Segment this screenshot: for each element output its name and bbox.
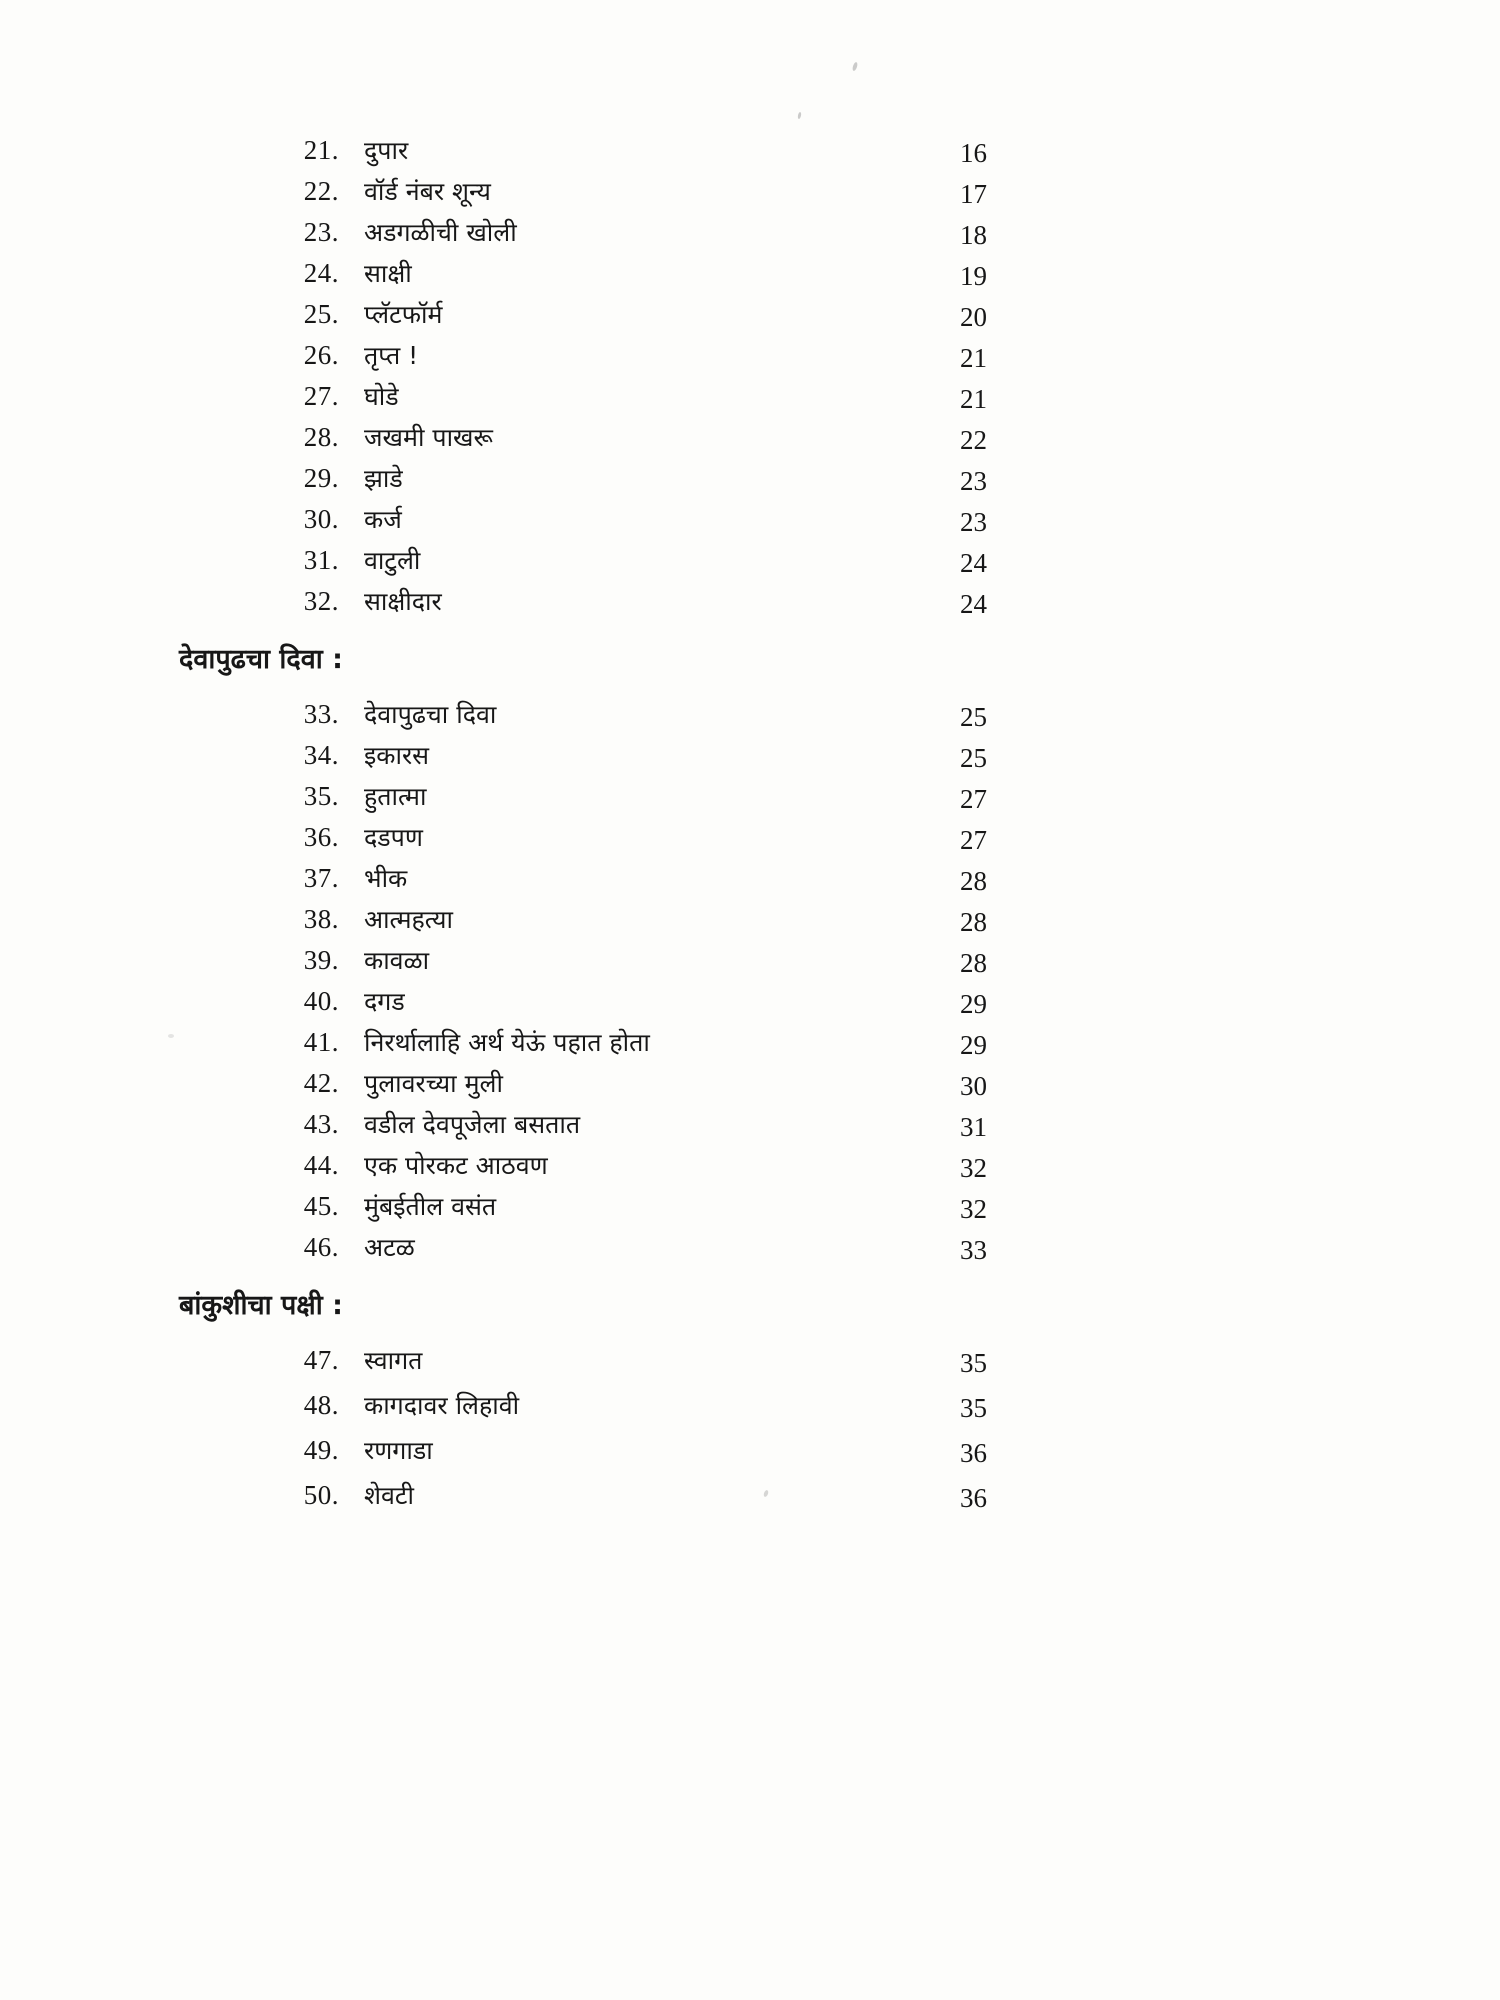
toc-entry [297, 174, 987, 215]
entry-title: शेवटी [364, 1481, 414, 1510]
entry-number: 24. [303, 258, 339, 288]
entry-page-number: 21 [960, 343, 987, 373]
entry-title: भीक [364, 864, 408, 893]
entry-page-number: 24 [960, 548, 987, 578]
entry-page-number: 28 [960, 948, 987, 978]
scan-speck [852, 62, 859, 72]
entry-page-number: 28 [960, 866, 987, 896]
entry-title: प्लॅटफॉर्म [364, 300, 443, 329]
entry-number: 31. [303, 545, 339, 575]
toc-entry [297, 1189, 987, 1230]
entry-title: एक पोरकट आठवण [364, 1151, 548, 1180]
entry-title: निरर्थालाहि अर्थ येऊं पहात होता [364, 1028, 650, 1057]
scan-speck [168, 1034, 174, 1038]
toc-entry [297, 1230, 987, 1271]
entry-number: 37. [303, 863, 339, 893]
table-of-contents [179, 133, 987, 1523]
toc-section-2-entries [297, 697, 987, 1271]
entry-title: अडगळीची खोली [364, 218, 517, 247]
entry-page-number: 36 [960, 1483, 987, 1513]
entry-title: मुंबईतील वसंत [364, 1192, 497, 1221]
entry-title: दुपार [364, 136, 409, 165]
entry-title: हुतात्मा [364, 782, 427, 811]
entry-title: दडपण [364, 823, 423, 852]
toc-entry [297, 902, 987, 943]
toc-entry [297, 1148, 987, 1189]
toc-entry [297, 1025, 987, 1066]
toc-entry [297, 1433, 987, 1478]
entry-title: वॉर्ड नंबर शून्य [364, 177, 491, 206]
entry-page-number: 33 [960, 1235, 987, 1265]
entry-number: 49. [303, 1435, 339, 1465]
entry-page-number: 28 [960, 907, 987, 937]
entry-page-number: 25 [960, 702, 987, 732]
toc-entry [297, 584, 987, 625]
toc-entry [297, 133, 987, 174]
entry-page-number: 20 [960, 302, 987, 332]
entry-page-number: 35 [960, 1348, 987, 1378]
toc-entry [297, 1388, 987, 1433]
entry-title: साक्षीदार [364, 587, 442, 616]
entry-number: 26. [303, 340, 339, 370]
entry-title: वडील देवपूजेला बसतात [364, 1110, 581, 1139]
toc-entry [297, 502, 987, 543]
toc-entry [297, 943, 987, 984]
entry-title: अटळ [364, 1233, 415, 1262]
entry-page-number: 24 [960, 589, 987, 619]
entry-title: घोडे [364, 382, 399, 411]
entry-number: 47. [303, 1345, 339, 1375]
entry-number: 39. [303, 945, 339, 975]
toc-entry [297, 1107, 987, 1148]
toc-entry [297, 738, 987, 779]
entry-page-number: 29 [960, 989, 987, 1019]
entry-title: वाटुली [364, 546, 421, 575]
toc-entry [297, 543, 987, 584]
entry-number: 41. [303, 1027, 339, 1057]
entry-page-number: 29 [960, 1030, 987, 1060]
toc-entry [297, 1343, 987, 1388]
entry-page-number: 27 [960, 825, 987, 855]
entry-number: 36. [303, 822, 339, 852]
entry-title: पुलावरच्या मुली [364, 1069, 503, 1098]
toc-entry [297, 697, 987, 738]
entry-page-number: 21 [960, 384, 987, 414]
entry-page-number: 22 [960, 425, 987, 455]
entry-number: 34. [303, 740, 339, 770]
entry-title: दगड [364, 987, 405, 1016]
entry-page-number: 19 [960, 261, 987, 291]
entry-number: 35. [303, 781, 339, 811]
toc-entry [297, 338, 987, 379]
entry-page-number: 36 [960, 1438, 987, 1468]
entry-page-number: 23 [960, 466, 987, 496]
entry-number: 43. [303, 1109, 339, 1139]
toc-entry [297, 1066, 987, 1107]
entry-number: 22. [303, 176, 339, 206]
entry-title: इकारस [364, 741, 430, 770]
entry-title: देवापुढचा दिवा [364, 700, 497, 729]
toc-entry [297, 984, 987, 1025]
entry-number: 28. [303, 422, 339, 452]
entry-title: कावळा [364, 946, 430, 975]
entry-page-number: 35 [960, 1393, 987, 1423]
entry-number: 27. [303, 381, 339, 411]
toc-entry [297, 215, 987, 256]
entry-title: झाडे [364, 464, 403, 493]
entry-number: 46. [303, 1232, 339, 1262]
entry-title: आत्महत्या [364, 905, 454, 934]
entry-title: तृप्त ! [364, 341, 419, 370]
entry-number: 45. [303, 1191, 339, 1221]
entry-number: 33. [303, 699, 339, 729]
entry-title: स्वागत [364, 1346, 423, 1375]
entry-number: 32. [303, 586, 339, 616]
toc-entry [297, 379, 987, 420]
toc-section-1-entries [297, 133, 987, 625]
toc-entry [297, 420, 987, 461]
entry-number: 21. [303, 135, 339, 165]
entry-title: कागदावर लिहावी [364, 1391, 520, 1420]
entry-title: साक्षी [364, 259, 412, 288]
toc-entry [297, 256, 987, 297]
toc-section-3-entries [297, 1343, 987, 1523]
entry-title: कर्ज [364, 505, 402, 534]
entry-page-number: 17 [960, 179, 987, 209]
toc-entry [297, 779, 987, 820]
entry-number: 25. [303, 299, 339, 329]
scan-speck [797, 112, 801, 119]
toc-entry [297, 297, 987, 338]
entry-number: 23. [303, 217, 339, 247]
entry-title: रणगाडा [364, 1436, 433, 1465]
entry-page-number: 25 [960, 743, 987, 773]
section-heading: बांकुशीचा पक्षी : [179, 1290, 343, 1321]
entry-page-number: 18 [960, 220, 987, 250]
entry-number: 40. [303, 986, 339, 1016]
entry-page-number: 31 [960, 1112, 987, 1142]
entry-page-number: 27 [960, 784, 987, 814]
toc-entry [297, 820, 987, 861]
entry-title: जखमी पाखरू [364, 423, 493, 452]
entry-number: 29. [303, 463, 339, 493]
entry-page-number: 30 [960, 1071, 987, 1101]
toc-entry [297, 1478, 987, 1523]
entry-page-number: 32 [960, 1194, 987, 1224]
entry-page-number: 16 [960, 138, 987, 168]
entry-number: 42. [303, 1068, 339, 1098]
entry-number: 48. [303, 1390, 339, 1420]
entry-number: 44. [303, 1150, 339, 1180]
entry-number: 50. [303, 1480, 339, 1510]
entry-page-number: 32 [960, 1153, 987, 1183]
toc-entry [297, 861, 987, 902]
entry-page-number: 23 [960, 507, 987, 537]
entry-number: 38. [303, 904, 339, 934]
entry-number: 30. [303, 504, 339, 534]
toc-entry [297, 461, 987, 502]
section-heading: देवापुढचा दिवा : [179, 644, 343, 675]
